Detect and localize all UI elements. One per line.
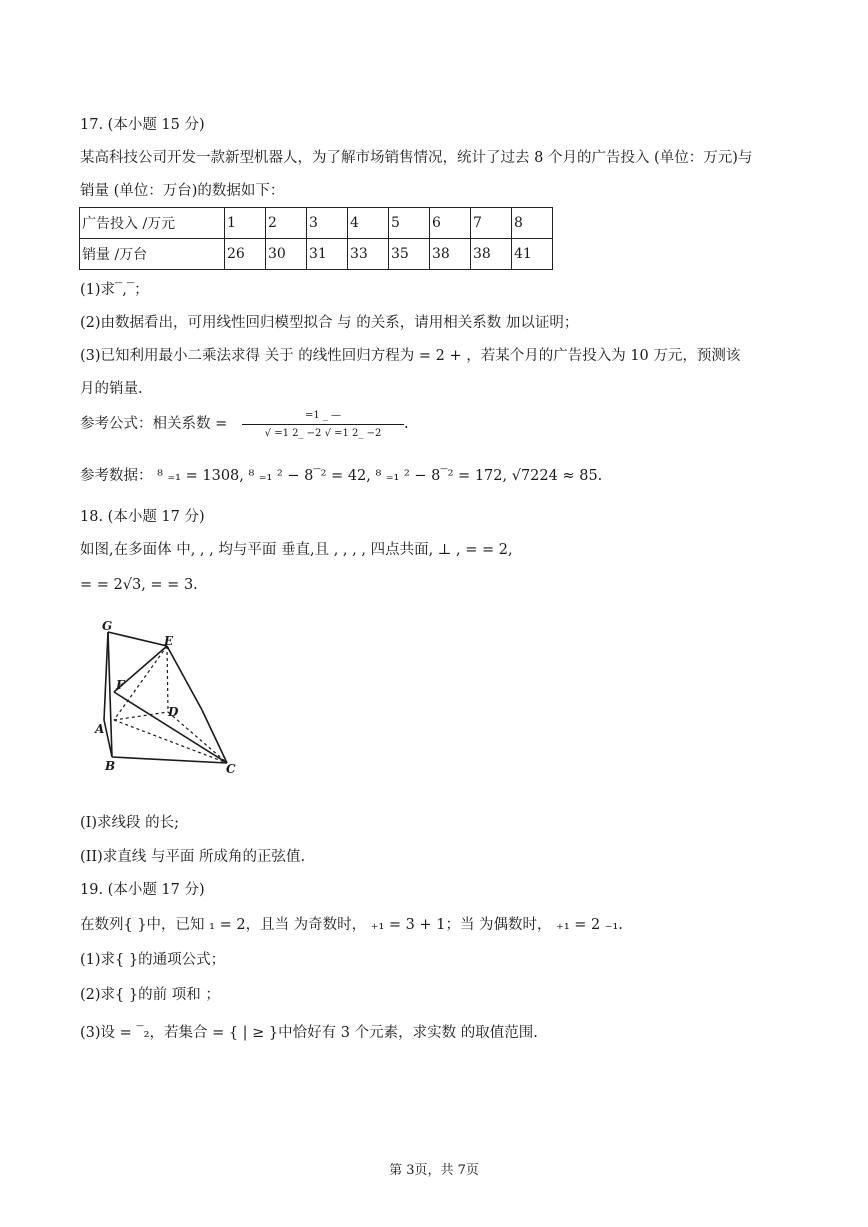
table-cell: 5: [389, 208, 430, 239]
table-cell: 33: [348, 239, 389, 270]
label-B: B: [105, 759, 116, 773]
table-cell: 41: [512, 239, 553, 270]
table-cell: 31: [307, 239, 348, 270]
edge-GE: [108, 632, 167, 646]
table-cell: 8: [512, 208, 553, 239]
edge-ED-dashed: [167, 646, 168, 712]
table-cell: 26: [225, 239, 266, 270]
edge-E-mid: [167, 646, 202, 710]
label-D: D: [168, 705, 179, 719]
table-cell: 7: [471, 208, 512, 239]
table-cell: 6: [430, 208, 471, 239]
formula-fraction: [242, 410, 404, 441]
edge-AD-dashed: [114, 712, 168, 720]
q18-part2: (II)求直线 与平面 所成角的正弦值.: [80, 849, 306, 865]
table-cell: 30: [266, 239, 307, 270]
page-footer: 第 3页，共 7页: [389, 1163, 479, 1178]
table-row-label: 广告投入 /万元: [80, 208, 225, 239]
table-cell: 2: [266, 208, 307, 239]
formula-denominator: √ =1 2_ −2 √ =1 2_ −2: [264, 428, 382, 439]
formula-end: .: [404, 416, 409, 432]
q17-header: 17. (本小题 15 分): [80, 117, 205, 133]
edge-GA: [104, 632, 108, 720]
q17-intro-line1: 某高科技公司开发一款新型机器人，为了解市场销售情况，统计了过去 8 个月的广告投入 (单位：万元)与: [80, 150, 753, 166]
q19-part2: (2)求{ }的前 项和 ；: [80, 987, 220, 1003]
q17-intro-line2: 销量 (单位：万台)的数据如下：: [80, 183, 285, 199]
q18-line1: 如图,在多面体 中, , , 均与平面 垂直,且 , , , , 四点共面, ⊥ , = = 2,: [80, 542, 513, 558]
table-row: [80, 239, 553, 270]
q19-header: 19. (本小题 17 分): [80, 882, 205, 898]
table-cell: 38: [471, 239, 512, 270]
edge-BC: [112, 757, 227, 763]
q18-part1: (I)求线段 的长;: [80, 815, 180, 831]
table-row: [80, 208, 553, 239]
q18-line2: = = 2√3, = = 3.: [80, 577, 198, 593]
label-F: F: [116, 678, 125, 692]
q19-line1: 在数列{ }中，已知 ₁ = 2，且当 为奇数时， ₊₁ = 3 + 1；当 为偶数时， ₊₁ = 2 ₋₁.: [80, 917, 623, 933]
reference-data: 参考数据： ⁸ ₌₁ = 1308, ⁸ ₌₁ ² − 8‾² = 42, ⁸ ₌₁ ² − 8‾² = 172, √7224 ≈ 85.: [80, 468, 603, 484]
table-cell: 1: [225, 208, 266, 239]
label-G: G: [102, 619, 113, 633]
formula-numerator: =1 _ —: [304, 410, 342, 421]
label-E: E: [164, 634, 174, 648]
q17-part1: (1)求‾,‾；: [80, 282, 149, 298]
table-cell: 4: [348, 208, 389, 239]
table-cell: 3: [307, 208, 348, 239]
polyhedron-figure: [92, 617, 252, 777]
table-cell: 38: [430, 239, 471, 270]
table-cell: 35: [389, 239, 430, 270]
q17-part3-line2: 月的销量.: [80, 381, 143, 397]
formula-label: 参考公式：相关系数 =: [80, 416, 228, 432]
fraction-bar: [242, 424, 404, 425]
data-table: [79, 207, 553, 270]
q19-part3: (3)设 = ‾₂，若集合 = { | ≥ }中恰好有 3 个元素，求实数 的取值范围.: [80, 1025, 538, 1041]
q19-part1: (1)求{ }的通项公式；: [80, 952, 226, 968]
label-C: C: [226, 762, 236, 776]
q17-part2: (2)由数据看出，可用线性回归模型拟合 与 的关系，请用相关系数 加以证明；: [80, 315, 579, 331]
label-A: A: [95, 722, 105, 736]
edge-DC-dashed: [168, 712, 227, 763]
table-row-label: 销量 /万台: [80, 239, 225, 270]
q18-header: 18. (本小题 17 分): [80, 509, 205, 525]
q17-part3-line1: (3)已知利用最小二乘法求得 关于 的线性回归方程为 = 2 + ，若某个月的广告投入为 10 万元，预测该: [80, 348, 741, 364]
